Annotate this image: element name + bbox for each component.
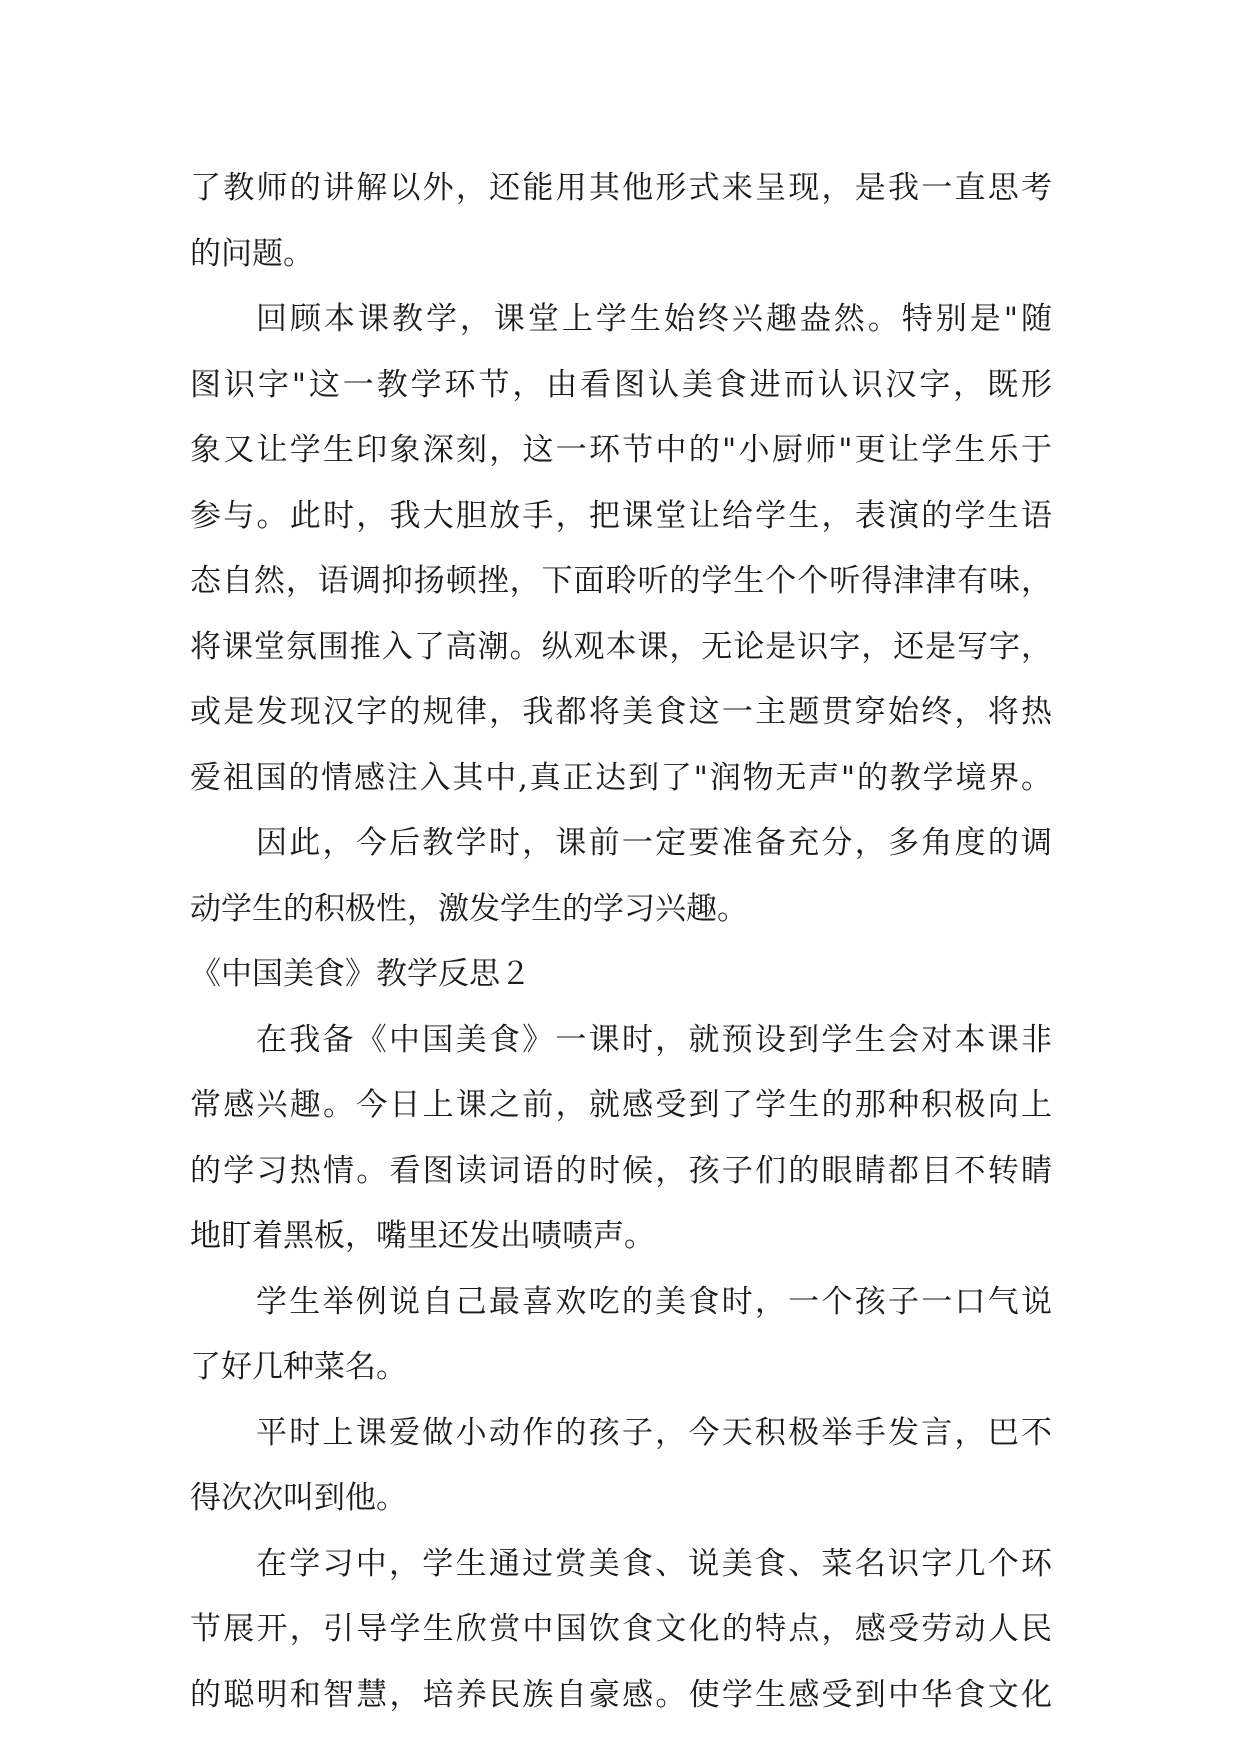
text-line: 或是发现汉字的规律，我都将美食这一主题贯穿始终，将热 xyxy=(190,694,1052,730)
text-line: 的学习热情。看图读词语的时候，孩子们的眼睛都目不转睛 xyxy=(190,1152,1052,1189)
text-line: 在学习中，学生通过赏美食、说美食、菜名识字几个环 xyxy=(256,1545,1052,1582)
text-line: 了教师的讲解以外，还能用其他形式来呈现，是我一直思考 xyxy=(190,170,1052,206)
text-line: 得次次叫到他。 xyxy=(190,1480,407,1516)
document-body xyxy=(190,156,1052,1728)
text-line: 将课堂氛围推入了高潮。纵观本课，无论是识字，还是写字， xyxy=(190,628,1052,665)
text-line: 态自然，语调抑扬顿挫，下面聆听的学生个个听得津津有味， xyxy=(190,563,1052,599)
text-lines xyxy=(190,156,1052,1728)
section-heading: 《中国美食》教学反思２ xyxy=(190,956,531,992)
text-line: 在我备《中国美食》一课时，就预设到学生会对本课非 xyxy=(256,1021,1052,1058)
text-line: 的问题。 xyxy=(190,235,314,272)
text-line: 学生举例说自己最喜欢吃的美食时，一个孩子一口气说 xyxy=(256,1283,1052,1320)
text-line: 图识字"这一教学环节，由看图认美食进而认识汉字，既形 xyxy=(190,366,1052,403)
text-line: 回顾本课教学，课堂上学生始终兴趣盎然。特别是"随 xyxy=(256,301,1052,337)
text-line: 了好几种菜名。 xyxy=(190,1349,407,1385)
text-line: 象又让学生印象深刻，这一环节中的"小厨师"更让学生乐于 xyxy=(190,432,1052,468)
text-line: 爱祖国的情感注入其中,真正达到了"润物无声"的教学境界。 xyxy=(190,759,1052,796)
text-line: 常感兴趣。今日上课之前，就感受到了学生的那种积极向上 xyxy=(190,1087,1052,1123)
text-line: 节展开，引导学生欣赏中国饮食文化的特点，感受劳动人民 xyxy=(190,1611,1052,1647)
text-line: 平时上课爱做小动作的孩子，今天积极举手发言，巴不 xyxy=(256,1414,1052,1451)
text-line: 参与。此时，我大胆放手，把课堂让给学生，表演的学生语 xyxy=(190,497,1052,534)
text-line: 的聪明和智慧，培养民族自豪感。使学生感受到中华食文化 xyxy=(190,1676,1052,1713)
text-line: 地盯着黑板，嘴里还发出啧啧声。 xyxy=(190,1218,655,1254)
text-line: 动学生的积极性，激发学生的学习兴趣。 xyxy=(190,890,748,927)
text-line: 因此，今后教学时，课前一定要准备充分，多角度的调 xyxy=(256,825,1052,861)
